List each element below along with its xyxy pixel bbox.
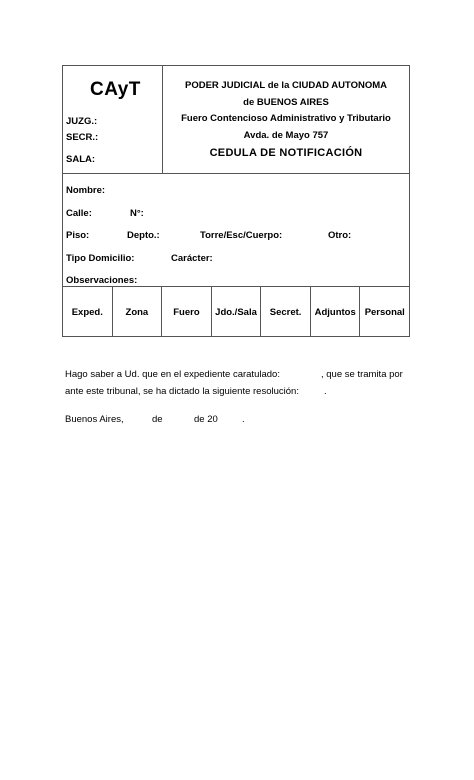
paragraph-2-start: ante este tribunal, se ha dictado la siguiente resolución: — [65, 386, 299, 397]
depto-label: Depto.: — [127, 230, 160, 241]
tipo-domicilio-label: Tipo Domicilio: — [66, 253, 135, 264]
calle-label: Calle: — [66, 208, 92, 219]
jurisdiction-line: Fuero Contencioso Administrativo y Tributario — [181, 113, 391, 124]
col-jdo-sala: Jdo./Sala — [212, 287, 262, 337]
form-header — [63, 66, 409, 174]
date-de-1: de — [152, 414, 163, 425]
date-city: Buenos Aires, — [65, 414, 124, 425]
date-year: de 20 — [194, 414, 218, 425]
caracter-label: Carácter: — [171, 253, 213, 264]
col-personal: Personal — [364, 306, 405, 318]
court-logo: CAyT — [90, 79, 141, 100]
paragraph-1-start: Hago saber a Ud. que en el expediente caratulado: — [65, 369, 280, 380]
address-line: Avda. de Mayo 757 — [243, 130, 329, 141]
secretaria-label: SECR.: — [66, 132, 99, 143]
col-fuero: Fuero — [162, 287, 212, 337]
nombre-label: Nombre: — [66, 185, 106, 196]
torre-label: Torre/Esc/Cuerpo: — [200, 230, 283, 241]
date-end: . — [242, 414, 245, 425]
col-secret: Secret. — [261, 287, 311, 337]
header-left-panel — [63, 66, 163, 173]
numero-label: N°: — [130, 208, 144, 219]
sala-label: SALA: — [66, 154, 96, 165]
paragraph-2-end: . — [324, 386, 327, 397]
col-zona: Zona — [113, 287, 163, 337]
court-name-line-1: PODER JUDICIAL de la CIUDAD AUTONOMA — [185, 80, 387, 91]
court-name-line-2: de BUENOS AIRES — [243, 97, 329, 108]
piso-label: Piso: — [66, 230, 90, 241]
paragraph-1-end: , que se tramita por — [321, 369, 403, 380]
observaciones-label: Observaciones: — [66, 275, 138, 286]
col-adjuntos: Adjuntos — [311, 287, 361, 337]
col-exped: Exped. — [63, 287, 113, 337]
document-title: CEDULA DE NOTIFICACIÓN — [209, 147, 363, 159]
notification-form — [62, 65, 410, 337]
otro-label: Otro: — [328, 230, 352, 241]
juzgado-label: JUZG.: — [66, 116, 98, 127]
recipient-fields — [63, 174, 409, 286]
case-info-table — [63, 286, 409, 337]
header-right-panel — [163, 66, 409, 173]
